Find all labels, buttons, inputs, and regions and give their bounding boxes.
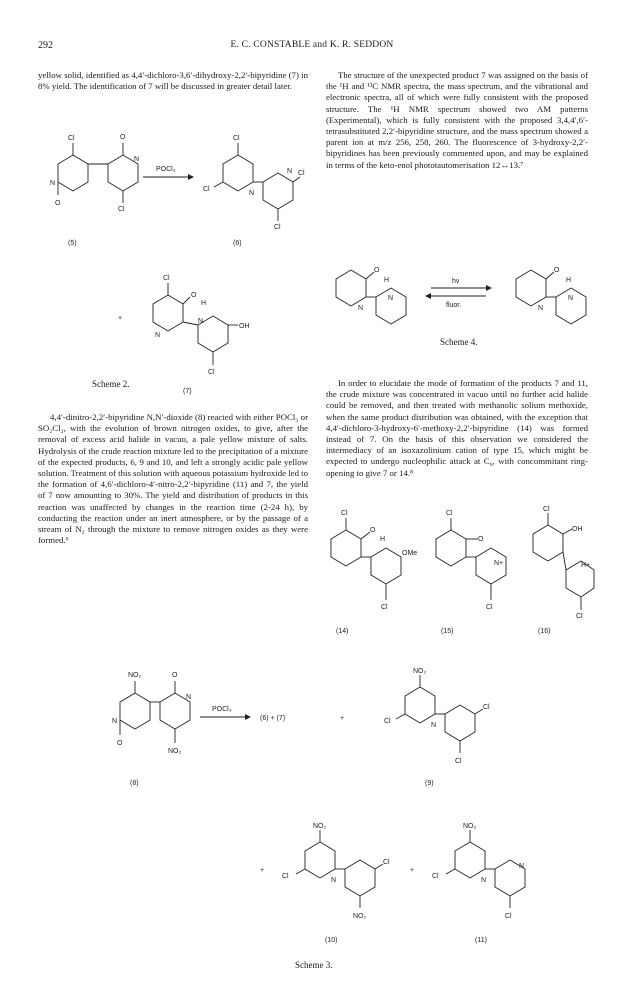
svg-text:O: O: [117, 740, 123, 747]
svg-text:N: N: [331, 877, 337, 884]
scheme-3-caption: Scheme 3.: [295, 960, 333, 970]
structure-14: [331, 510, 417, 611]
svg-text:OH: OH: [572, 526, 583, 533]
svg-text:N: N: [481, 877, 487, 884]
scheme-3-plus-2: +: [260, 867, 265, 874]
svg-text:NO₂: NO₂: [128, 672, 142, 679]
scheme-2-figure: [38, 125, 308, 395]
svg-text:Cl: Cl: [208, 369, 215, 376]
left-paragraph-2: 4,4′-dinitro-2,2′-bipyridine N,N′-dioxide (8) reacted with either POCl₃ or SO₂Cl₂, with the evolution of brown nitrogen oxides, to give, after the removal of excess acid halide in vacuo, a pale yellow mixture of salts. Hydrolysis of the crude reaction mixture led to the precipitation of a mixture of the expected products, 6, 9 and 10, and left a strongly acidic pale yellow solution. Treatment of this solution with aqueous potassium hydroxide led to the formation of 4,6′-dichloro-4′-nitro-2,2′-bipyridine (11) and 7, the yield of 7 now amounting to 30%. The yield and distribution of products in this reaction was unaffected by changes in the reaction time (2-24 h), by conducting the reaction under an inert atmosphere, or by the passage of a stream of N₂ through the mixture to remove nitrogen oxides as they were formed.⁶: [38, 412, 309, 546]
svg-text:Cl: Cl: [483, 704, 490, 711]
label-10: (10): [325, 937, 338, 944]
label-6: (6): [233, 240, 242, 247]
svg-text:N: N: [50, 180, 56, 187]
svg-text:Cl: Cl: [282, 873, 289, 880]
scheme-2-caption: Scheme 2.: [92, 379, 130, 389]
label-16: (16): [538, 628, 551, 635]
svg-text:N: N: [538, 305, 544, 312]
structures-14-16: [326, 505, 596, 640]
svg-text:N: N: [568, 295, 574, 302]
svg-text:N: N: [431, 722, 437, 729]
svg-text:Cl: Cl: [543, 506, 550, 513]
right-paragraph-1: The structure of the unexpected product 7 was assigned on the basis of the ¹H and ¹³C NMR spectra, the mass spectrum, and the vibrational and electronic spectra, all of which were fully consistent with the proposed structure. The ¹H NMR spectrum showed two AM patterns (Experimental), which is fully consistent with the proposed 3,4,4′,6′-tetrasubstituted 2,2′-bipyridine structure, and the mass spectrum showed a parent ion at m/z 256, 258, 260. The fluorescence of 3-hydroxy-2,2′-bipyridines has been previously commented upon, and may be explained in terms of the keto-enol phototautomerisation 12↔13.⁷: [326, 70, 588, 170]
scheme-3-products: (6) + (7): [260, 715, 286, 722]
svg-text:Cl: Cl: [384, 718, 391, 725]
svg-text:NO₂: NO₂: [413, 668, 427, 675]
scheme-3-plus-3: +: [410, 867, 415, 874]
scheme-3-plus-1: +: [340, 715, 345, 722]
reagent-pocl3: POCl₃: [156, 166, 176, 173]
structure-15: [436, 510, 506, 611]
scheme-3-top: [100, 665, 540, 795]
svg-text:NO₂: NO₂: [353, 913, 367, 920]
svg-text:N: N: [186, 694, 192, 701]
svg-text:Cl: Cl: [163, 275, 170, 282]
svg-text:N: N: [388, 295, 394, 302]
svg-text:O: O: [370, 527, 376, 534]
page-header: [0, 40, 624, 54]
svg-text:O: O: [478, 536, 484, 543]
structure-13: [516, 267, 586, 324]
svg-text:Cl: Cl: [432, 873, 439, 880]
svg-text:N: N: [249, 190, 255, 197]
hv-label: hν: [452, 278, 460, 285]
svg-text:N: N: [134, 156, 140, 163]
right-paragraph-2: In order to elucidate the mode of formation of the products 7 and 11, the crude mixture was concentrated in vacuo until no further acid halide could be removed, and then treated with methanolic solium methoxide, when the same product distribution was obtained, with the exception that 4,4′-dichloro-3-hydroxy-6′-methoxy-2,2′-bipyridine (14) was formed instead of 7. On the basis of this observation we considered the intermediacy of an isoxazolinium cation of type 15, which might be expected to undergo nucleophilic attack at C₆, with concommitant ring-opening to give 7 or 14.⁸: [326, 378, 588, 478]
svg-text:N+: N+: [494, 560, 504, 567]
label-15: (15): [441, 628, 454, 635]
label-5: (5): [68, 240, 77, 247]
label-14: (14): [336, 628, 349, 635]
svg-text:N: N: [519, 863, 525, 870]
label-11: (11): [475, 937, 487, 944]
structure-6: [203, 135, 305, 231]
scheme-3-bottom: [250, 820, 550, 950]
fluor-label: fluor.: [446, 302, 462, 309]
svg-text:H: H: [384, 277, 390, 284]
svg-text:N: N: [358, 305, 364, 312]
svg-text:O: O: [191, 292, 197, 299]
left-paragraph-1: yellow solid, identified as 4,4′-dichloro-3,6′-dihydroxy-2,2′-bipyridine (7) in 8% yield. The identification of 7 will be discussed in greater detail later.: [38, 70, 308, 92]
svg-text:O: O: [120, 134, 126, 141]
svg-text:N: N: [155, 332, 161, 339]
structure-7: [153, 275, 250, 376]
svg-text:Cl: Cl: [118, 206, 125, 213]
running-title: E. C. CONSTABLE and K. R. SEDDON: [230, 40, 394, 50]
structure-5: [50, 134, 139, 213]
svg-text:Cl: Cl: [383, 859, 390, 866]
structure-8: [112, 672, 191, 755]
svg-text:O: O: [554, 267, 560, 274]
structure-16: [533, 506, 594, 620]
svg-text:O: O: [374, 267, 380, 274]
structure-10: [282, 823, 390, 920]
svg-text:Cl: Cl: [446, 510, 453, 517]
svg-text:OH: OH: [239, 323, 250, 330]
svg-text:H: H: [201, 300, 207, 307]
scheme-4-caption: Scheme 4.: [440, 337, 478, 347]
label-9: (9): [425, 780, 434, 787]
label-8: (8): [130, 780, 139, 787]
svg-text:H: H: [380, 536, 386, 543]
svg-text:O: O: [55, 200, 61, 207]
structure-9: [384, 668, 490, 765]
label-7: (7): [183, 388, 192, 395]
svg-text:Cl: Cl: [274, 224, 281, 231]
structure-11: [432, 823, 525, 920]
svg-text:Cl: Cl: [576, 613, 583, 620]
svg-text:NO₂: NO₂: [313, 823, 327, 830]
svg-text:Cl: Cl: [233, 135, 240, 142]
svg-text:OMe: OMe: [402, 550, 418, 557]
page-number: 292: [38, 40, 53, 51]
plus-sign: +: [118, 315, 123, 322]
svg-text:N: N: [198, 318, 204, 325]
svg-text:O: O: [172, 672, 178, 679]
scheme-4-figure: [326, 250, 596, 350]
svg-text:NO₂: NO₂: [168, 748, 182, 755]
svg-text:N: N: [112, 718, 118, 725]
svg-text:Cl: Cl: [298, 170, 305, 177]
svg-text:Cl: Cl: [455, 758, 462, 765]
structure-12: [336, 267, 406, 324]
svg-text:H+: H+: [581, 562, 591, 569]
svg-text:NO₂: NO₂: [463, 823, 477, 830]
svg-text:N: N: [287, 168, 293, 175]
svg-text:Cl: Cl: [486, 604, 493, 611]
svg-text:Cl: Cl: [203, 186, 210, 193]
scheme-3-reagent: POCl₃: [212, 706, 232, 713]
svg-text:Cl: Cl: [381, 604, 388, 611]
svg-text:Cl: Cl: [505, 913, 512, 920]
svg-text:Cl: Cl: [341, 510, 348, 517]
svg-text:Cl: Cl: [68, 135, 75, 142]
svg-text:H: H: [566, 277, 572, 284]
